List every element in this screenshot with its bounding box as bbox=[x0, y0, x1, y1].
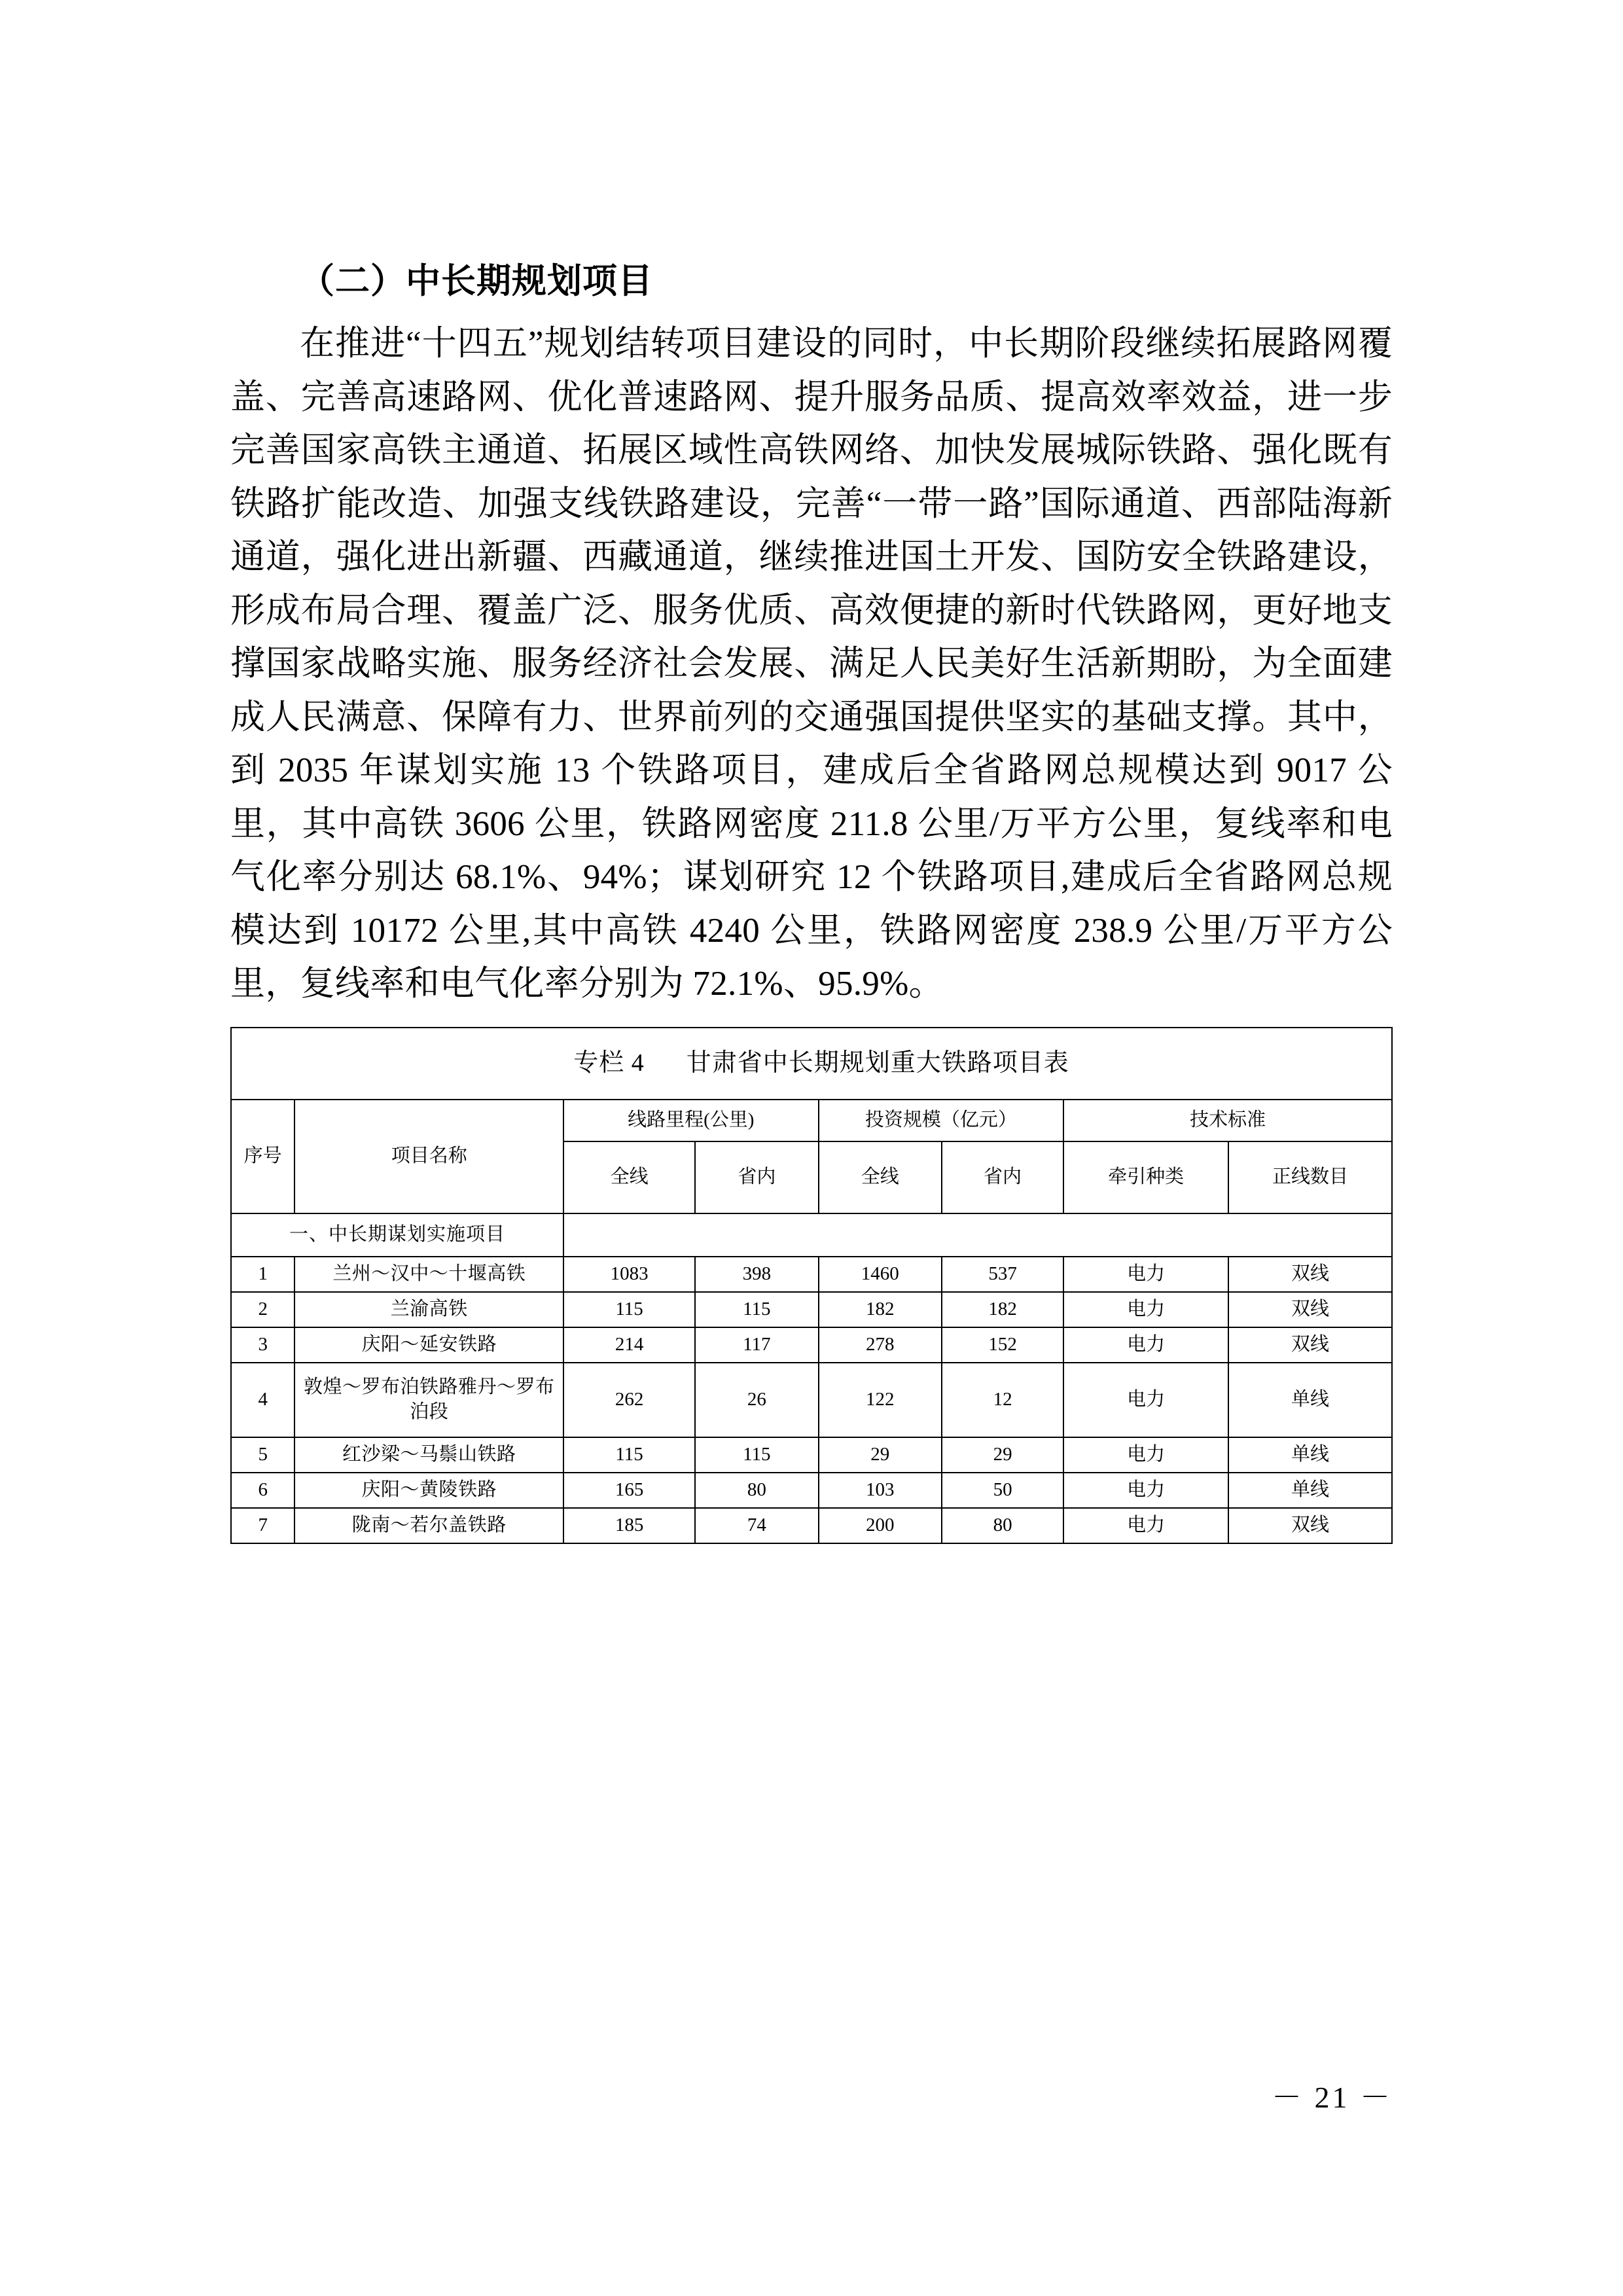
cell-traction-type: 电力 bbox=[1063, 1473, 1228, 1508]
cell-traction-type: 电力 bbox=[1063, 1257, 1228, 1292]
table-title-prefix: 专栏 4 bbox=[573, 1049, 645, 1077]
cell-project-name: 庆阳～黄陵铁路 bbox=[294, 1473, 563, 1508]
cell-project-name: 兰州～汉中～十堰高铁 bbox=[294, 1257, 563, 1292]
header-investment-total: 全线 bbox=[819, 1141, 942, 1213]
cell-mileage-total: 214 bbox=[563, 1327, 695, 1363]
table-row bbox=[231, 1363, 1392, 1437]
cell-mileage-total: 115 bbox=[563, 1292, 695, 1327]
table-body bbox=[231, 1213, 1392, 1543]
cell-mileage-total: 165 bbox=[563, 1473, 695, 1508]
cell-seq: 5 bbox=[231, 1437, 294, 1473]
cell-track-count: 双线 bbox=[1228, 1327, 1392, 1363]
cell-traction-type: 电力 bbox=[1063, 1363, 1228, 1437]
cell-track-count: 双线 bbox=[1228, 1508, 1392, 1543]
cell-project-name: 兰渝高铁 bbox=[294, 1292, 563, 1327]
group-row-label: 一、中长期谋划实施项目 bbox=[231, 1213, 563, 1257]
table-head bbox=[231, 1028, 1392, 1213]
cell-investment-province: 182 bbox=[942, 1292, 1063, 1327]
cell-investment-total: 182 bbox=[819, 1292, 942, 1327]
cell-mileage-total: 185 bbox=[563, 1508, 695, 1543]
cell-mileage-total: 115 bbox=[563, 1437, 695, 1473]
cell-investment-total: 103 bbox=[819, 1473, 942, 1508]
header-project-name: 项目名称 bbox=[294, 1100, 563, 1213]
page-number: － 21 － bbox=[1272, 2081, 1393, 2114]
header-investment-group: 投资规模（亿元） bbox=[819, 1100, 1064, 1141]
header-seq: 序号 bbox=[231, 1100, 294, 1213]
group-row-filler bbox=[563, 1213, 1392, 1257]
header-mileage-province: 省内 bbox=[695, 1141, 818, 1213]
table-header-row-1 bbox=[231, 1100, 1392, 1141]
cell-mileage-province: 74 bbox=[695, 1508, 818, 1543]
cell-traction-type: 电力 bbox=[1063, 1508, 1228, 1543]
header-track-count: 正线数目 bbox=[1228, 1141, 1392, 1213]
cell-project-name: 敦煌～罗布泊铁路雅丹～罗布泊段 bbox=[294, 1363, 563, 1437]
cell-investment-total: 200 bbox=[819, 1508, 942, 1543]
cell-track-count: 双线 bbox=[1228, 1257, 1392, 1292]
header-traction-type: 牵引种类 bbox=[1063, 1141, 1228, 1213]
cell-project-name: 庆阳～延安铁路 bbox=[294, 1327, 563, 1363]
table-row bbox=[231, 1437, 1392, 1473]
cell-track-count: 双线 bbox=[1228, 1292, 1392, 1327]
cell-track-count: 单线 bbox=[1228, 1473, 1392, 1508]
header-tech-group: 技术标准 bbox=[1063, 1100, 1392, 1141]
cell-mileage-total: 1083 bbox=[563, 1257, 695, 1292]
cell-traction-type: 电力 bbox=[1063, 1327, 1228, 1363]
table-title-main: 甘肃省中长期规划重大铁路项目表 bbox=[686, 1049, 1069, 1077]
cell-investment-province: 537 bbox=[942, 1257, 1063, 1292]
cell-track-count: 单线 bbox=[1228, 1363, 1392, 1437]
cell-seq: 3 bbox=[231, 1327, 294, 1363]
table-title-row bbox=[231, 1028, 1392, 1100]
table-row bbox=[231, 1257, 1392, 1292]
table-row bbox=[231, 1292, 1392, 1327]
table-row bbox=[231, 1473, 1392, 1508]
cell-investment-province: 80 bbox=[942, 1508, 1063, 1543]
cell-seq: 2 bbox=[231, 1292, 294, 1327]
header-investment-province: 省内 bbox=[942, 1141, 1063, 1213]
table-container bbox=[230, 1027, 1393, 1544]
cell-seq: 7 bbox=[231, 1508, 294, 1543]
cell-traction-type: 电力 bbox=[1063, 1437, 1228, 1473]
cell-mileage-province: 117 bbox=[695, 1327, 818, 1363]
cell-project-name: 红沙梁～马鬃山铁路 bbox=[294, 1437, 563, 1473]
header-mileage-total: 全线 bbox=[563, 1141, 695, 1213]
cell-seq: 6 bbox=[231, 1473, 294, 1508]
cell-mileage-province: 115 bbox=[695, 1437, 818, 1473]
cell-investment-province: 50 bbox=[942, 1473, 1063, 1508]
cell-investment-total: 278 bbox=[819, 1327, 942, 1363]
cell-investment-province: 152 bbox=[942, 1327, 1063, 1363]
cell-mileage-province: 26 bbox=[695, 1363, 818, 1437]
header-mileage-group: 线路里程(公里) bbox=[563, 1100, 818, 1141]
table-group-row bbox=[231, 1213, 1392, 1257]
cell-track-count: 单线 bbox=[1228, 1437, 1392, 1473]
railway-projects-table bbox=[230, 1027, 1393, 1544]
cell-mileage-province: 115 bbox=[695, 1292, 818, 1327]
cell-investment-province: 29 bbox=[942, 1437, 1063, 1473]
cell-mileage-province: 398 bbox=[695, 1257, 818, 1292]
body-paragraph: 在推进“十四五”规划结转项目建设的同时，中长期阶段继续拓展路网覆盖、完善高速路网、优化普速路网、提升服务品质、提高效率效益，进一步完善国家高铁主通道、拓展区域性高铁网络、加快发展城际铁路、强化既有铁路扩能改造、加强支线铁路建设，完善“一带一路”国际通道、西部陆海新通道，强化进出新疆、西藏通道，继续推进国土开发、国防安全铁路建设，形成布局合理、覆盖广泛、服务优质、高效便捷的新时代铁路网，更好地支撑国家战略实施、服务经济社会发展、满足人民美好生活新期盼，为全面建成人民满意、保障有力、世界前列的交通强国提供坚实的基础支撑。其中，到 2035 年谋划实施 13 个铁路项目，建成后全省路网总规模达到 9017 公里，其中高铁 3606 公里，铁路网密度 211.8 公里/万平方公里，复线率和电气化率分别达 68.1%、94%；谋划研究 12 个铁路项目,建成后全省路网总规模达到 10172 公里,其中高铁 4240 公里，铁路网密度 238.9 公里/万平方公里，复线率和电气化率分别为 72.1%、95.9%。 bbox=[230, 325, 1393, 1003]
cell-investment-total: 122 bbox=[819, 1363, 942, 1437]
cell-seq: 4 bbox=[231, 1363, 294, 1437]
cell-investment-total: 1460 bbox=[819, 1257, 942, 1292]
table-row bbox=[231, 1327, 1392, 1363]
page-content bbox=[230, 0, 1393, 1544]
cell-investment-total: 29 bbox=[819, 1437, 942, 1473]
table-title-cell bbox=[231, 1028, 1392, 1100]
cell-mileage-total: 262 bbox=[563, 1363, 695, 1437]
cell-mileage-province: 80 bbox=[695, 1473, 818, 1508]
table-row bbox=[231, 1508, 1392, 1543]
cell-traction-type: 电力 bbox=[1063, 1292, 1228, 1327]
cell-project-name: 陇南～若尔盖铁路 bbox=[294, 1508, 563, 1543]
cell-seq: 1 bbox=[231, 1257, 294, 1292]
section-heading: （二）中长期规划项目 bbox=[300, 262, 653, 300]
cell-investment-province: 12 bbox=[942, 1363, 1063, 1437]
